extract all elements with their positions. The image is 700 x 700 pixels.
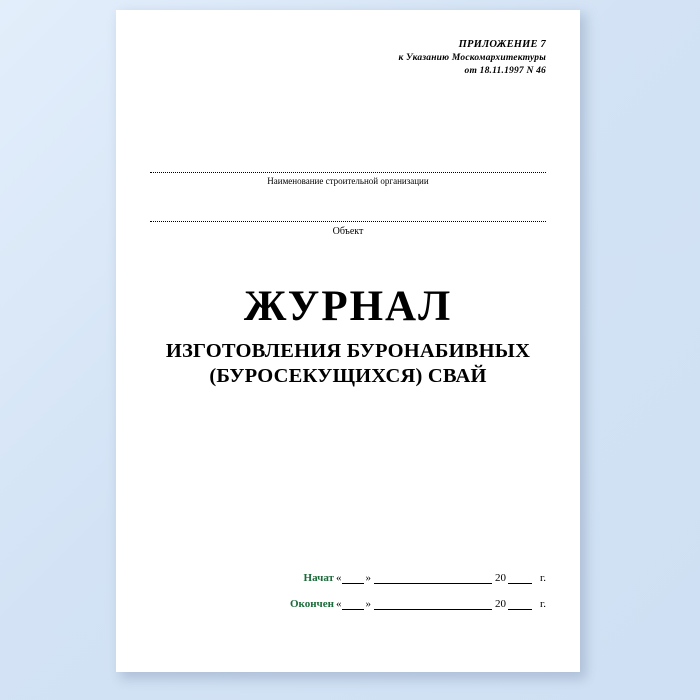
object-field (150, 220, 546, 237)
finished-day-input[interactable] (342, 599, 364, 610)
finished-year-input[interactable] (508, 599, 532, 610)
document-footer (150, 572, 546, 624)
started-year-prefix: 20 (494, 572, 506, 584)
finished-month-input[interactable] (374, 599, 492, 610)
organization-fill-line[interactable] (150, 171, 546, 173)
started-year-unit: г. (539, 572, 546, 584)
started-year-input[interactable] (508, 573, 532, 584)
object-caption: Объект (332, 225, 364, 237)
finished-quote-open: « (335, 598, 342, 610)
finished-label: Окончен (289, 598, 334, 610)
started-month-input[interactable] (374, 573, 492, 584)
finished-year-unit: г. (539, 598, 546, 610)
appendix-line-3: от 18.11.1997 N 46 (464, 66, 546, 76)
document-title (150, 283, 546, 389)
started-quote-open: « (335, 572, 342, 584)
title-subtitle-line-2: (БУРОСЕКУЩИХСЯ) СВАЙ (209, 364, 487, 387)
object-fill-line[interactable] (150, 220, 546, 222)
started-quote-close: » (365, 572, 371, 584)
appendix-line-1: ПРИЛОЖЕНИЕ 7 (458, 39, 546, 50)
document-page (116, 10, 580, 672)
title-subtitle-line-1: ИЗГОТОВЛЕНИЯ БУРОНАБИВНЫХ (165, 339, 531, 362)
organization-caption: Наименование строительной организации (267, 175, 429, 186)
finished-row (150, 598, 546, 610)
organization-field (150, 171, 546, 186)
appendix-block (150, 38, 546, 79)
title-main: ЖУРНАЛ (243, 282, 453, 330)
finished-year-prefix: 20 (494, 598, 506, 610)
started-day-input[interactable] (342, 573, 364, 584)
finished-quote-close: » (365, 598, 371, 610)
started-row (150, 572, 546, 584)
appendix-line-2: к Указанию Москомархитектуры (398, 52, 546, 63)
started-label: Начат (303, 572, 334, 584)
